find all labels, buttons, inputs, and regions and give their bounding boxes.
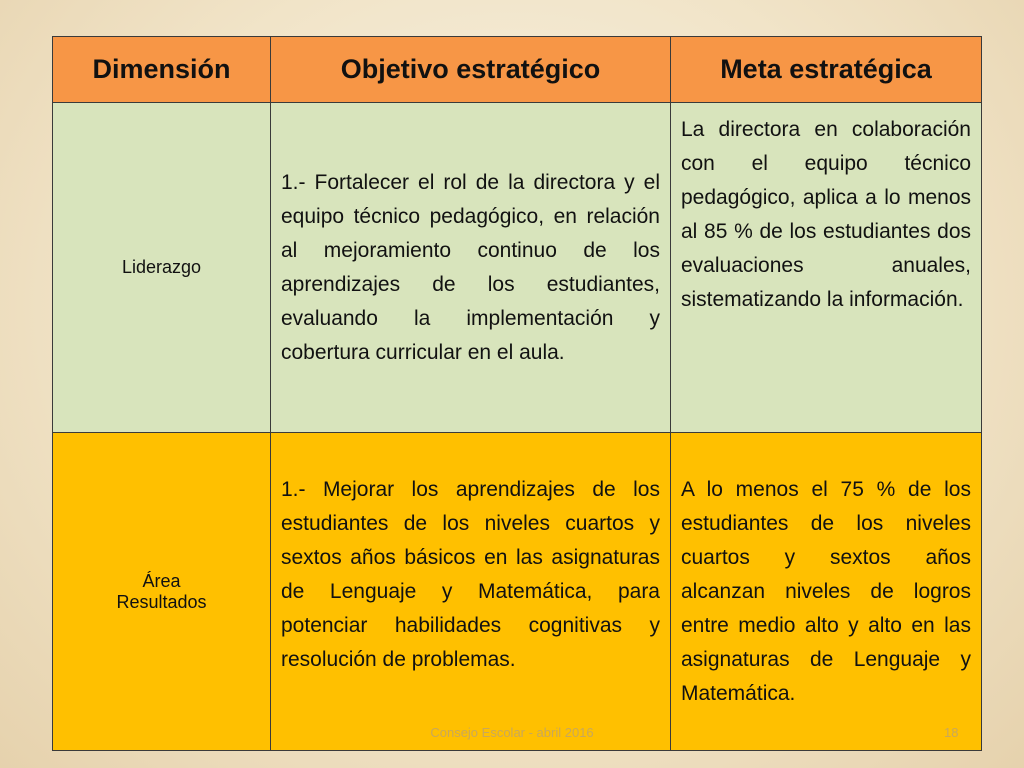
header-objective: Objetivo estratégico: [271, 37, 671, 103]
dimension-line: Área: [142, 570, 181, 591]
strategy-table: [52, 36, 982, 751]
header-goal: Meta estratégica: [671, 37, 982, 103]
objective-cell: 1.- Fortalecer el rol de la directora y el equipo técnico pedagógico, en relación al mejoramiento continuo de los aprendizajes de los estudiantes, evaluando la implementación y cobertura curricular en el aula.: [271, 103, 671, 433]
table-row-liderazgo: [53, 103, 982, 433]
footer-text: Consejo Escolar - abril 2016: [430, 725, 594, 740]
goal-cell: A lo menos el 75 % de los estudiantes de los niveles cuartos y sextos años alcanzan niveles de logros entre medio alto y alto en las asignaturas de Lenguaje y Matemática.: [671, 433, 982, 751]
table-header-row: [53, 37, 982, 103]
dimension-cell: Liderazgo: [53, 103, 271, 433]
page-number: 18: [944, 725, 959, 740]
table-row-resultados: [53, 433, 982, 751]
dimension-line: Resultados: [116, 591, 207, 612]
goal-cell: La directora en colaboración con el equipo técnico pedagógico, aplica a lo menos al 85 % de los estudiantes dos evaluaciones anuales, sistematizando la información.: [671, 103, 982, 433]
objective-cell: 1.- Mejorar los aprendizajes de los estudiantes de los niveles cuartos y sextos años básicos en las asignaturas de Lenguaje y Matemática, para potenciar habilidades cognitivas y resolución de problemas.: [271, 433, 671, 751]
dimension-cell: [53, 433, 271, 751]
header-dimension: Dimensión: [53, 37, 271, 103]
